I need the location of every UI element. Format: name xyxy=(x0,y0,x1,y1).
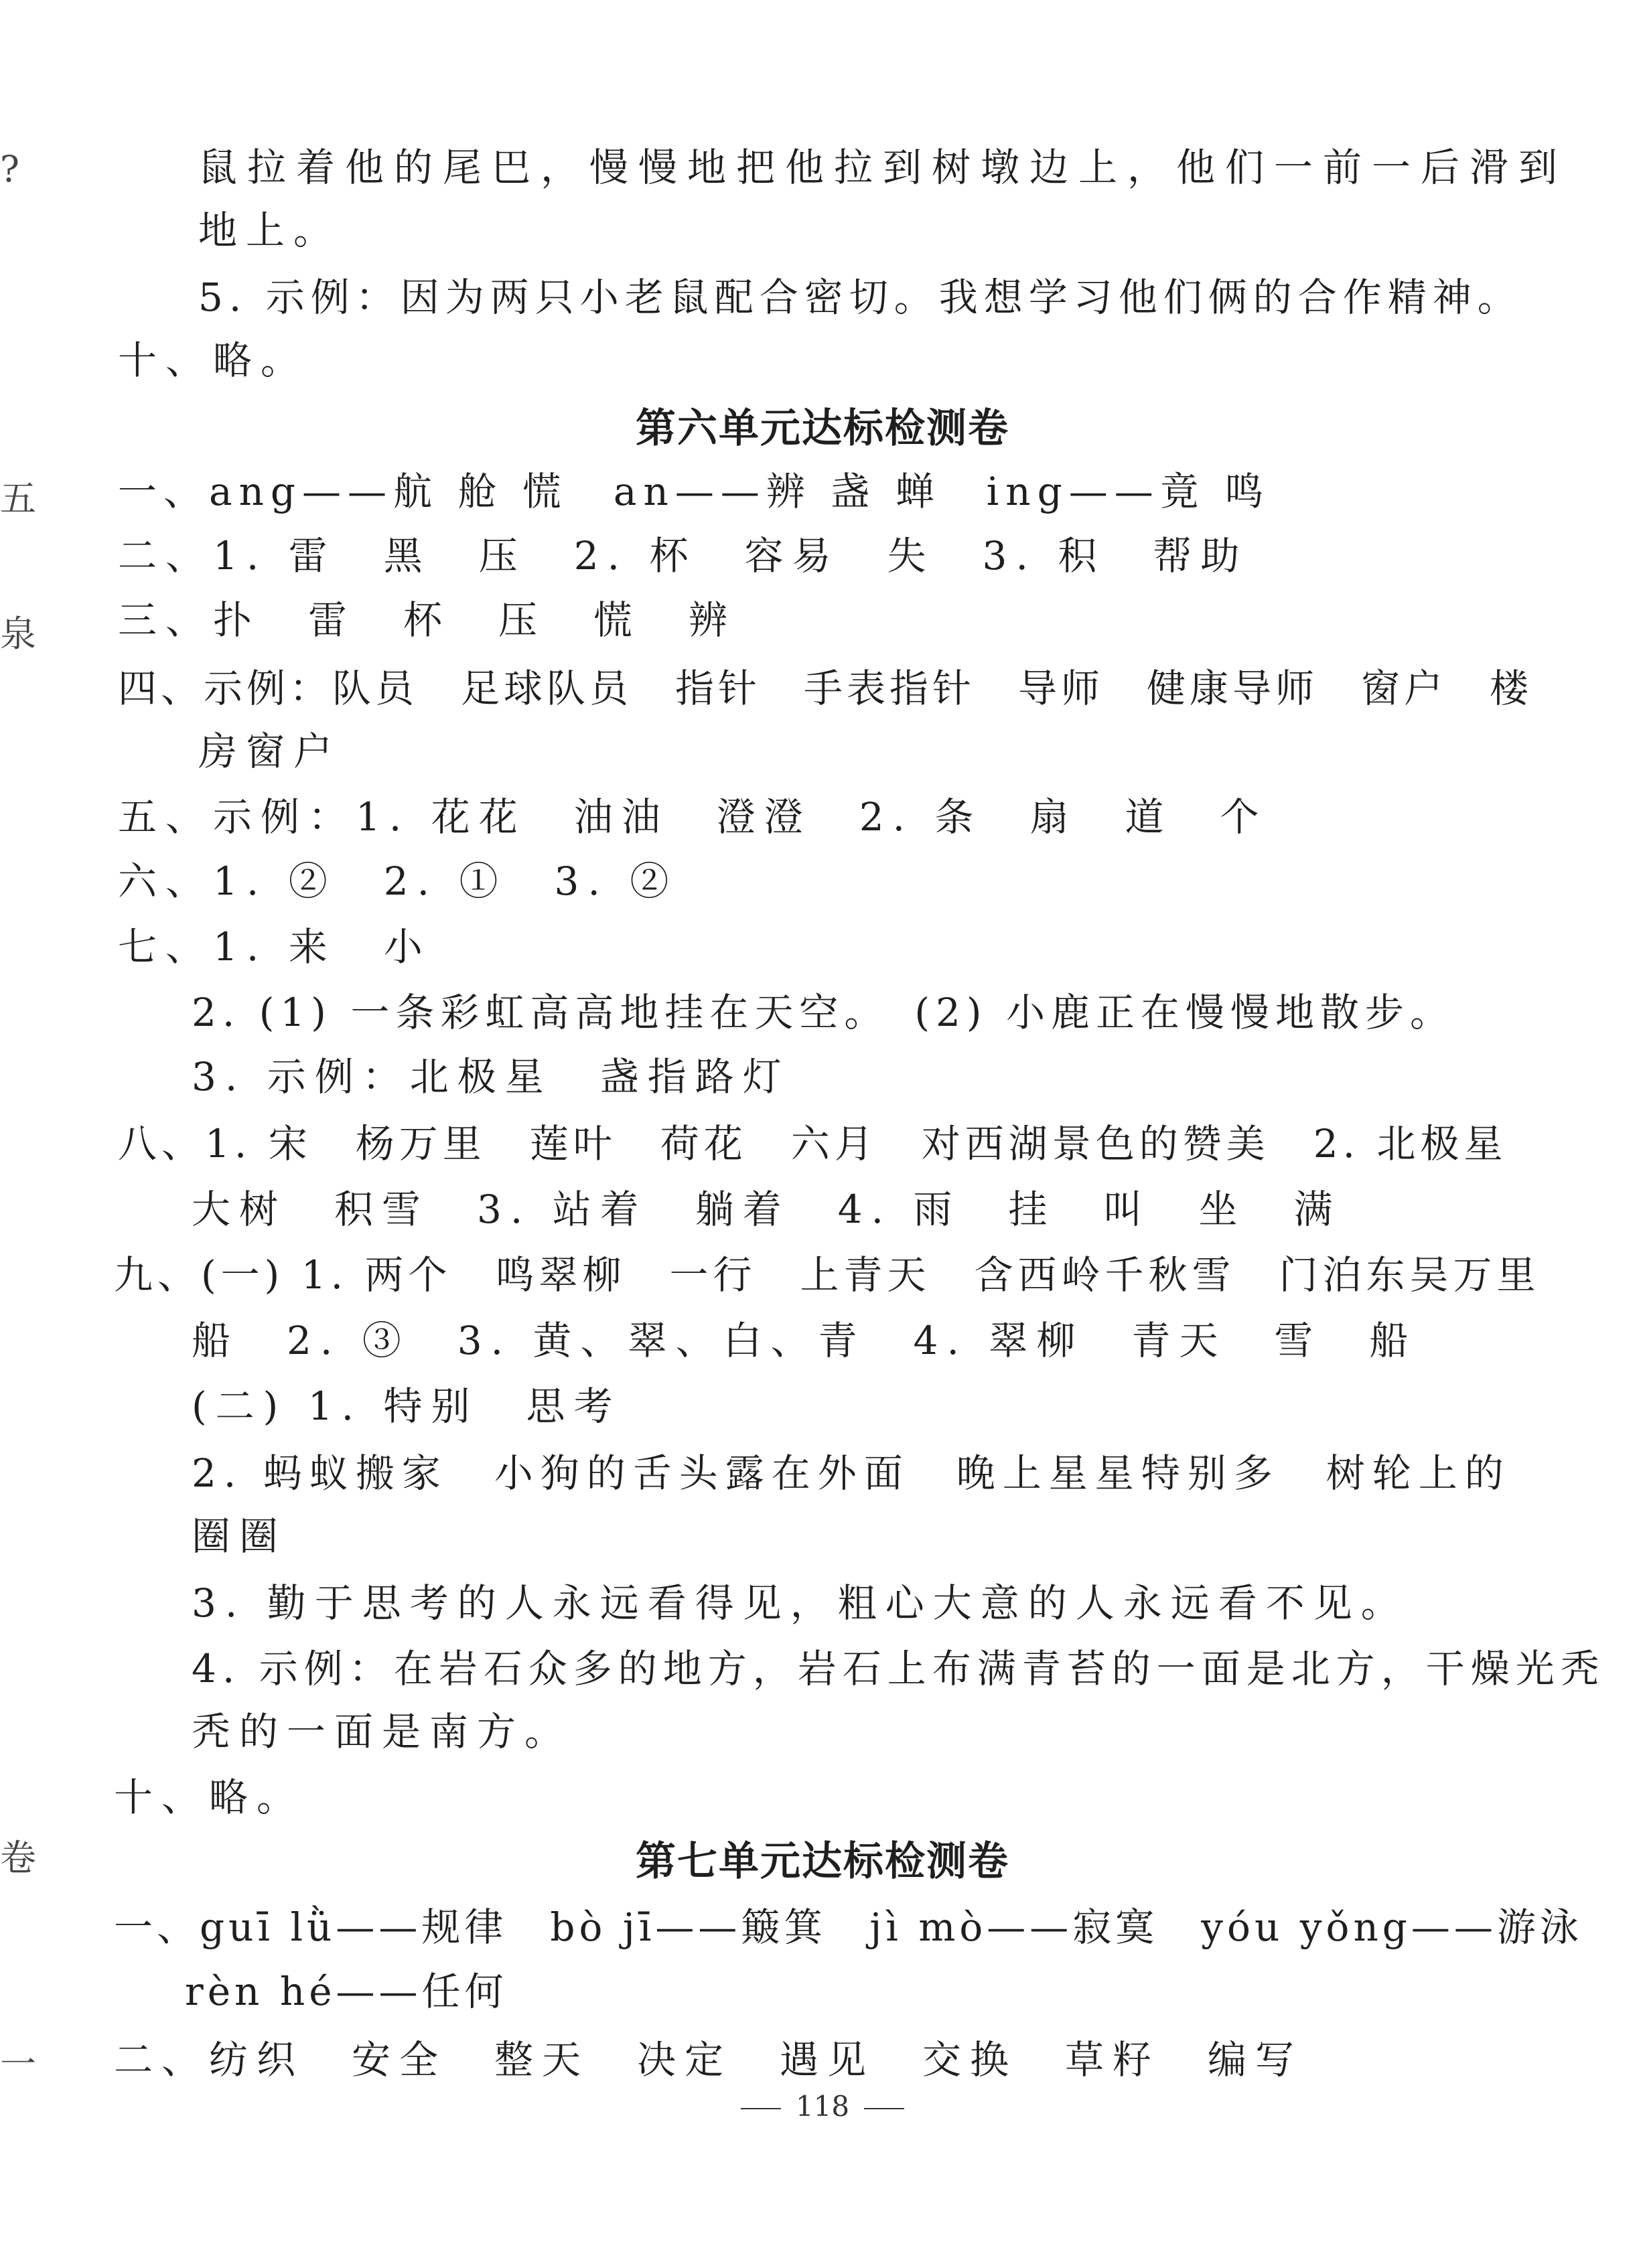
answer-line: 地上。 xyxy=(198,208,342,253)
margin-mark: 五 xyxy=(0,477,36,520)
section-heading-unit-7: 第七单元达标检测卷 xyxy=(636,1838,1009,1885)
answer-line: 一、guī lǜ——规律 bò jī——簸箕 jì mò——寂寞 yóu yǒng——游泳 xyxy=(114,1904,1583,1950)
answer-line: 5. 示例：因为两只小老鼠配合密切。我想学习他们俩的合作精神。 xyxy=(198,275,1522,320)
answer-line: 2. (1) 一条彩虹高高地挂在天空。 (2) 小鹿正在慢慢地散步。 xyxy=(192,990,1455,1035)
answer-line: 3. 勤于思考的人永远看得见，粗心大意的人永远看不见。 xyxy=(192,1580,1409,1626)
answer-line: 一、ang——航 舱 慌 an——辨 盏 蝉 ing——竟 鸣 xyxy=(118,469,1271,514)
answer-line: 圈圈 xyxy=(192,1513,287,1559)
answer-line: 二、纺织 安全 整天 决定 遇见 交换 草籽 编写 xyxy=(114,2037,1303,2083)
margin-mark: 卷 xyxy=(0,1837,36,1879)
answer-line: 房窗户 xyxy=(198,729,342,774)
answer-line: 七、1. 来 小 xyxy=(118,924,431,970)
margin-mark: 一 xyxy=(0,2043,36,2085)
answer-line: 三、扑 雷 杯 压 慌 辨 xyxy=(118,597,737,643)
answer-line: 2. 蚂蚁搬家 小狗的舌头露在外面 晚上星星特别多 树轮上的 xyxy=(192,1450,1511,1496)
margin-mark: 泉 xyxy=(0,613,36,655)
answer-line: rèn hé——任何 xyxy=(185,1969,508,2014)
answer-line: 4. 示例：在岩石众多的地方，岩石上布满青苔的一面是北方，干燥光秃 xyxy=(192,1646,1605,1691)
answer-line: 大树 积雪 3. 站着 躺着 4. 雨 挂 叫 坐 满 xyxy=(192,1187,1342,1232)
answer-line: 鼠拉着他的尾巴，慢慢地把他拉到树墩边上，他们一前一后滑到 xyxy=(198,145,1568,190)
answer-line: 八、1. 宋 杨万里 莲叶 荷花 六月 对西湖景色的赞美 2. 北极星 xyxy=(118,1121,1508,1166)
page-number-dash xyxy=(864,2108,904,2109)
margin-mark: ? xyxy=(0,148,19,190)
answer-line: 秃的一面是南方。 xyxy=(192,1709,573,1754)
page-number xyxy=(0,2088,1645,2125)
page-number-dash xyxy=(741,2108,781,2109)
section-heading-unit-6: 第六单元达标检测卷 xyxy=(636,405,1009,452)
answer-line: 五、示例：1. 花花 油油 澄澄 2. 条 扇 道 个 xyxy=(118,794,1268,840)
answer-line: 四、示例：队员 足球队员 指针 手表指针 导师 健康导师 窗户 楼 xyxy=(118,666,1533,711)
answer-line: 十、略。 xyxy=(114,1774,305,1820)
answer-line: (二) 1. 特别 思考 xyxy=(192,1383,622,1429)
answer-line: 九、(一) 1. 两个 鸣翠柳 一行 上青天 含西岭千秋雪 门泊东吴万里 xyxy=(114,1252,1541,1298)
answer-line: 3. 示例：北极星 盏指路灯 xyxy=(192,1054,790,1100)
answer-line: 十、略。 xyxy=(118,337,309,383)
answer-line: 六、1. ② 2. ① 3. ② xyxy=(118,858,678,904)
answer-line: 船 2. ③ 3. 黄、翠、白、青 4. 翠柳 青天 雪 船 xyxy=(192,1318,1417,1363)
answer-line: 二、1. 雷 黑 压 2. 杯 容易 失 3. 积 帮助 xyxy=(118,533,1248,579)
page-number-text: 118 xyxy=(795,2090,850,2123)
